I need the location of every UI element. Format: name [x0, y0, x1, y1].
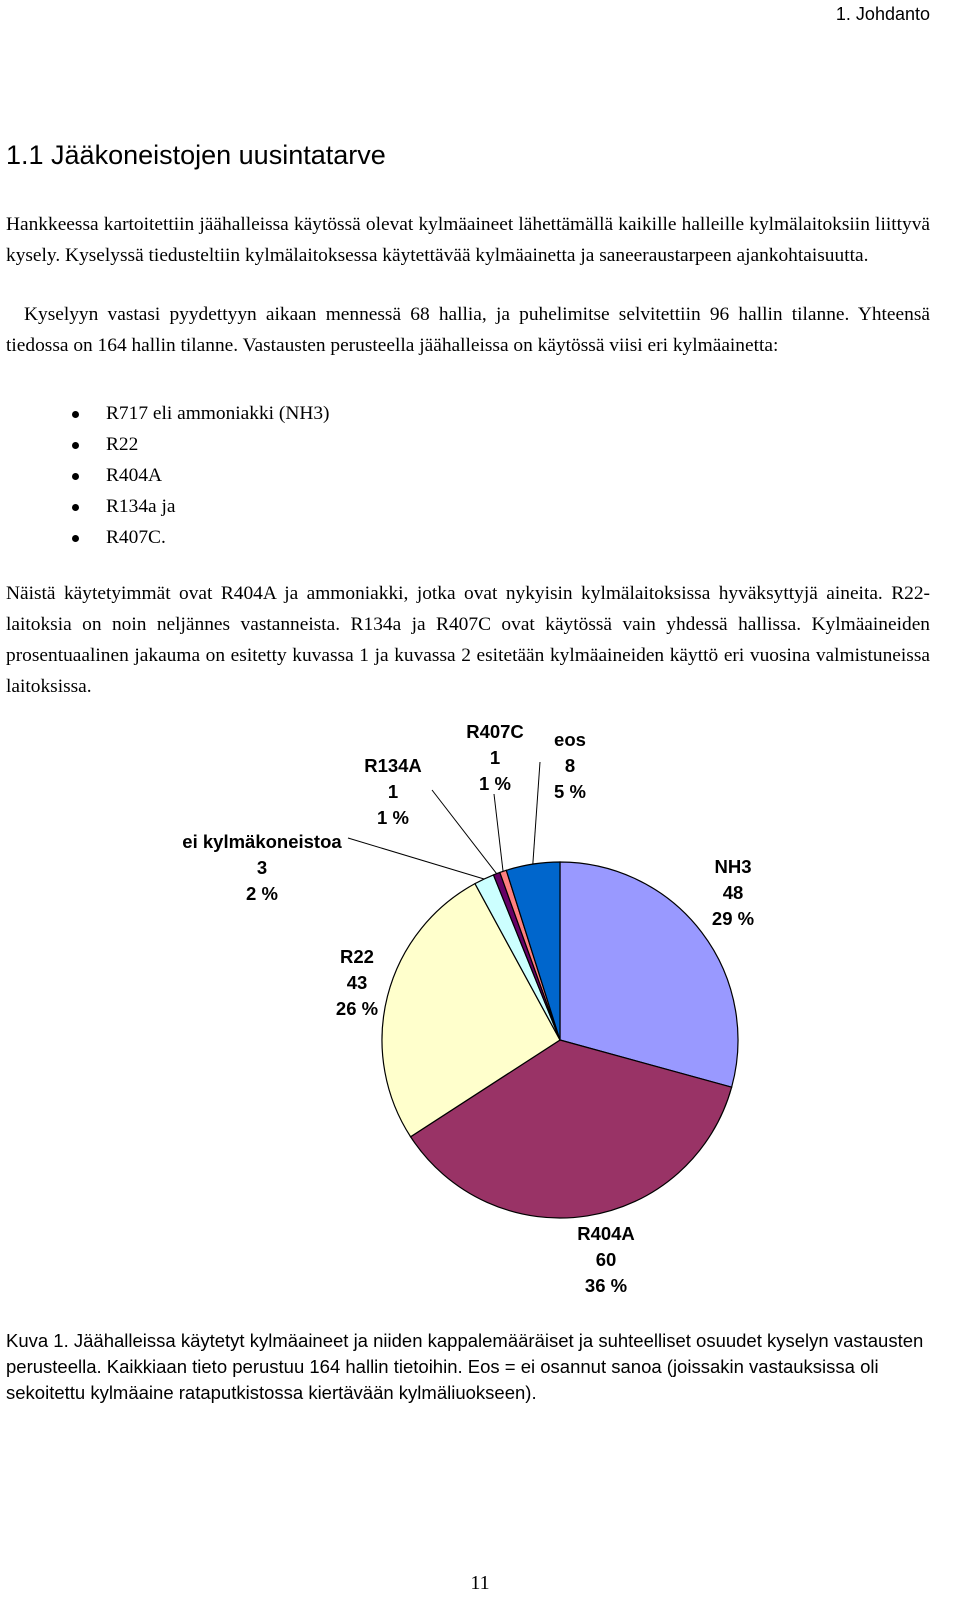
refrigerant-list — [70, 398, 330, 553]
paragraph-intro: Hankkeessa kartoitettiin jäähalleissa käytössä olevat kylmäaineet lähettämällä kaikille halleille kylmälaitoksiin liittyvä kysely. Kyselyssä tiedusteltiin kylmälaitoksessa käytettävää kylmäainetta ja saneeraustarpeen ajankohtaisuutta. — [6, 214, 930, 266]
list-item: R22 — [70, 429, 330, 460]
slice-label: R407C — [466, 721, 524, 742]
slice-label: ei kylmäkoneistoa — [182, 831, 342, 852]
slice-label: eos — [554, 729, 586, 750]
slice-percent: 26 % — [335, 998, 379, 1019]
slice-label: R404A — [577, 1223, 635, 1244]
figure-caption: Kuva 1. Jäähalleissa käytetyt kylmäaineet ja niiden kappalemääräiset ja suhteelliset osuudet kyselyn vastausten perusteella. Kaikkiaan tieto perustuu 164 hallin tietoihin. Eos = ei osannut sanoa (joissakin vastauksissa oli sekoitettu kylmäaine rataputkistossa kiertävään kylmäliuokseen). — [6, 1330, 924, 1403]
slice-percent: 1 % — [377, 807, 409, 828]
slice-value: 48 — [722, 882, 744, 903]
page-number: 11 — [470, 1572, 490, 1594]
slice-label: R22 — [340, 946, 374, 967]
leader-line — [533, 762, 540, 864]
running-header: 1. Johdanto — [835, 4, 930, 24]
slice-value: 1 — [387, 781, 399, 802]
paragraph-survey: Kyselyyn vastasi pyydettyyn aikaan mennessä 68 hallia, ja puhelimitse selvitettiin 96 hallin tilanne. Yhteensä tiedossa on 164 hallin tilanne. Vastausten perusteella jäähalleissa on käytössä viisi eri kylmäainetta: — [6, 304, 930, 356]
slice-percent: 29 % — [711, 908, 755, 929]
list-item: R407C. — [70, 522, 330, 553]
refrigerant-pie-chart — [0, 710, 960, 1320]
leader-line — [494, 794, 503, 871]
slice-percent: 2 % — [246, 883, 278, 904]
slice-percent: 5 % — [554, 781, 586, 802]
slice-label: NH3 — [714, 856, 752, 877]
list-item: R404A — [70, 460, 330, 491]
slice-value: 1 — [489, 747, 501, 768]
slice-value: 8 — [564, 755, 576, 776]
section-title: 1.1 Jääkoneistojen uusintatarve — [6, 140, 386, 170]
list-item: R134a ja — [70, 491, 330, 522]
paragraph-summary: Näistä käytetyimmät ovat R404A ja ammoniakki, jotka ovat nykyisin kylmälaitoksissa hyväksyttyjä aineita. R22-laitoksia on noin neljännes vastanneista. R134a ja R407C ovat käytössä vain yhdessä hallissa. Kylmäaineiden prosentuaalinen jakauma on esitetty kuvassa 1 ja kuvassa 2 esitetään kylmäaineiden käyttö eri vuosina valmistuneissa laitoksissa. — [6, 583, 930, 697]
slice-value: 3 — [256, 857, 268, 878]
leader-line — [432, 790, 497, 874]
leader-line — [348, 838, 484, 879]
list-item: R717 eli ammoniakki (NH3) — [70, 398, 330, 429]
slice-label: R134A — [364, 755, 422, 776]
slice-value: 43 — [346, 972, 368, 993]
slice-percent: 1 % — [479, 773, 511, 794]
slice-percent: 36 % — [584, 1275, 628, 1296]
slice-value: 60 — [595, 1249, 617, 1270]
